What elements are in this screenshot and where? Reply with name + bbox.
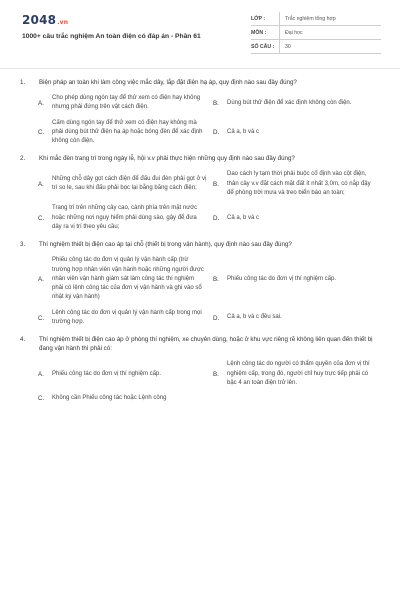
option-text: Lệnh công tác do người có thẩm quyền của đơn vị thí nghiệm cấp, trong đó, người chỉ huy trực tiếp phải có bậc 4 an toàn điện trở lên. <box>227 361 370 386</box>
option-b[interactable] <box>213 99 383 108</box>
option-row <box>0 394 400 403</box>
page-title: 1000+ câu trắc nghiệm An toàn điện có đáp án - Phần 61 <box>22 33 201 40</box>
option-text: Trang trí trên những cây cao, cành phía trên mặt nước hoặc những nơi nguy hiểm phải dùng sào, gậy để đưa dây ra vị trí theo yêu cầu; <box>52 205 198 230</box>
option-a[interactable] <box>38 175 213 194</box>
option-text: Cho phép dùng ngón tay để thử xem có điện hay không nhưng phải đứng trên vật cách điện. <box>52 95 201 111</box>
meta-row-count <box>251 40 381 54</box>
option-d[interactable] <box>213 313 383 322</box>
option-text: Phiếu công tác do đơn vị thí nghiệm cấp. <box>52 370 162 377</box>
option-row <box>0 204 400 232</box>
option-text: Cả a, b và c <box>227 128 260 135</box>
option-b[interactable] <box>213 360 383 388</box>
header-divider <box>0 68 400 69</box>
option-letter: A. <box>38 370 44 378</box>
question-header <box>0 335 400 353</box>
option-text: Lệnh công tác do đơn vị quản lý vận hành cấp trong mọi trường hợp. <box>52 309 202 326</box>
option-letter: C. <box>38 314 45 322</box>
meta-row-class <box>251 12 381 26</box>
option-letter: C. <box>38 214 45 222</box>
option-c[interactable] <box>38 204 213 232</box>
option-text: Dùng bút thử điện để xác định không còn điện. <box>227 99 352 106</box>
question-text: Khi mắc đèn trang trí trong ngày lễ, hội v.v phải thực hiện những quy định nào sau đây đúng? <box>39 155 295 163</box>
meta-row-subject <box>251 26 381 40</box>
page-header <box>0 0 400 62</box>
option-row <box>0 170 400 198</box>
logo-suffix: .vn <box>57 19 69 26</box>
option-text: Không cần Phiếu công tác hoặc Lệnh công <box>52 395 167 402</box>
option-letter: D. <box>213 214 220 222</box>
meta-value: Trắc nghiệm tổng hợp <box>279 12 381 26</box>
option-text: Cấm dùng ngón tay để thử xem có điện hay không mà phải dùng bút thử điện hạ áp hoặc bóng đèn để xác định không còn điện. <box>52 119 203 145</box>
option-letter: C. <box>38 395 45 403</box>
question-text: Thí nghiệm thiết bị điện cao áp ở phòng thí nghiệm, xe chuyên dùng, hoặc ở khu vực riêng rẽ không liên quan đến thiết bị đang vận hành thì phải có: <box>39 336 373 353</box>
option-letter: B. <box>213 99 219 107</box>
question-number: 4. <box>20 336 26 344</box>
option-letter: A. <box>38 180 44 188</box>
option-text: Phiếu công tác do đơn vị thí nghiệm cấp. <box>227 275 337 282</box>
meta-key: MÔN : <box>251 29 267 36</box>
option-letter: D. <box>213 129 220 137</box>
question-number: 2. <box>20 155 26 163</box>
option-c[interactable] <box>38 119 213 147</box>
site-logo[interactable] <box>22 13 68 27</box>
option-letter: C. <box>38 129 45 137</box>
option-letter: D. <box>213 314 220 322</box>
option-row <box>0 94 400 113</box>
meta-key: LỚP : <box>251 15 266 22</box>
question-list <box>0 78 400 412</box>
option-a[interactable] <box>38 370 213 379</box>
meta-key: SỐ CÂU : <box>251 43 275 50</box>
question-item <box>0 240 400 327</box>
meta-value: Đại học <box>279 26 381 40</box>
option-row <box>0 119 400 147</box>
question-item <box>0 78 400 146</box>
option-text: Cả a, b và c đều sai. <box>227 314 282 321</box>
option-c[interactable] <box>38 394 213 403</box>
option-text: Dao cách ly tạm thời phải buộc cố định vào cột điện, thân cây v.v đặt cách mặt đất ít nhất 3,0m, có nắp đậy để phòng trời mưa và treo biển báo an toàn; <box>227 171 371 197</box>
option-text: Phiếu công tác do đơn vị quản lý vận hành cấp (trừ trường hợp nhân viên vận hành hoặc những người được nhân viên vận hành giám sát làm công tác thí nghiệm phải có lệnh công tác của đơn vị vận hành và ghi vào sổ nhật ký vận hành) <box>52 257 204 301</box>
option-c[interactable] <box>38 309 213 328</box>
question-number: 3. <box>20 241 26 249</box>
question-item <box>0 335 400 403</box>
option-row <box>0 360 400 388</box>
option-a[interactable] <box>38 94 213 113</box>
option-d[interactable] <box>213 128 383 137</box>
meta-value: 30 <box>279 40 381 54</box>
question-text: Biện pháp an toàn khi làm công việc mắc dây, lắp đặt điện hạ áp, quy định nào sau đây đúng? <box>39 79 297 86</box>
meta-table <box>251 12 381 54</box>
option-d[interactable] <box>213 214 383 223</box>
option-text: Cả a, b và c <box>227 214 260 221</box>
option-row <box>0 256 400 302</box>
option-a[interactable] <box>38 256 213 302</box>
option-letter: B. <box>213 370 219 378</box>
option-letter: B. <box>213 276 219 283</box>
option-letter: A. <box>38 276 44 283</box>
question-item <box>0 154 400 232</box>
option-letter: A. <box>38 99 44 107</box>
question-number: 1. <box>20 79 26 86</box>
option-text: Những chỗ dây gọt cách điện để đấu đui đèn phải gọt ở vị trí so le, sau khi đấu phải bọc lại bằng băng cách điện; <box>52 176 207 192</box>
question-header <box>0 154 400 163</box>
option-b[interactable] <box>213 170 383 198</box>
question-header <box>0 240 400 249</box>
option-b[interactable] <box>213 275 383 284</box>
option-row <box>0 309 400 328</box>
question-text: Thí nghiệm thiết bị điện cao áp tại chỗ (thiết bị trong vận hành), quy định nào sau đây đúng? <box>39 241 292 249</box>
option-letter: B. <box>213 180 219 188</box>
question-header <box>0 78 400 87</box>
logo-text: 2048 <box>22 13 57 27</box>
